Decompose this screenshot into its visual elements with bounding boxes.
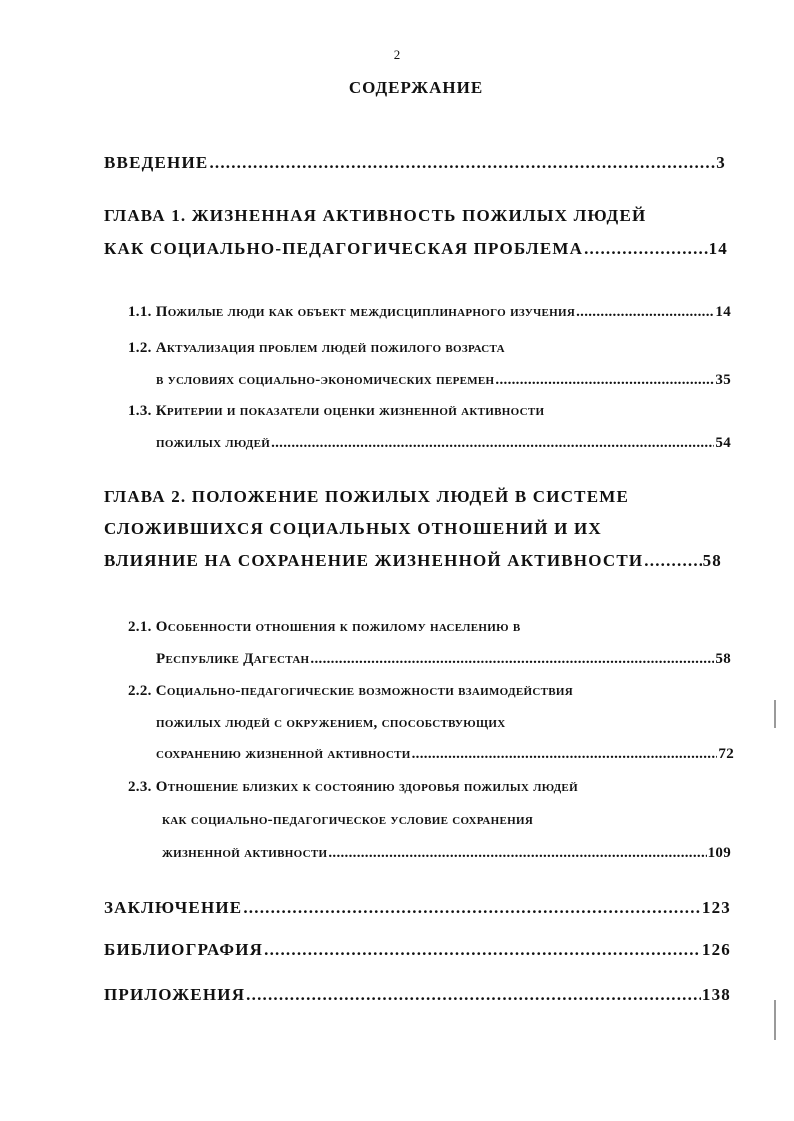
toc-entry-label: 1.2. Актуализация проблем людей пожилого возраста bbox=[128, 340, 505, 356]
toc-entry-1-1[interactable] bbox=[128, 304, 731, 321]
page-title: СОДЕРЖАНИЕ bbox=[348, 78, 484, 97]
toc-entry-intro[interactable] bbox=[104, 153, 726, 173]
toc-entry-label: 2.3. Отношение близких к состоянию здоровья пожилых людей bbox=[128, 779, 578, 795]
toc-entry-2-2[interactable] bbox=[156, 746, 734, 763]
leader-dots bbox=[209, 153, 715, 173]
toc-entry-2-2-line1[interactable] bbox=[128, 683, 573, 700]
leader-dots bbox=[412, 746, 718, 763]
toc-entry-label: 2.1. Особенности отношения к пожилому населению в bbox=[128, 619, 521, 635]
toc-page-number: 14 bbox=[715, 304, 731, 320]
toc-entry-label: КАК СОЦИАЛЬНО-ПЕДАГОГИЧЕСКАЯ ПРОБЛЕМА bbox=[104, 239, 584, 258]
toc-entry-2-3-line2[interactable] bbox=[162, 812, 533, 829]
toc-entry-label: пожилых людей bbox=[156, 435, 271, 451]
leader-dots bbox=[246, 985, 701, 1005]
toc-entry-conclusion[interactable] bbox=[104, 898, 731, 918]
toc-entry-label: пожилых людей с окружением, способствующих bbox=[156, 715, 506, 731]
toc-entry-chapter2[interactable] bbox=[104, 551, 722, 571]
toc-page-number: 72 bbox=[718, 746, 734, 762]
leader-dots bbox=[271, 435, 714, 452]
toc-entry-label: БИБЛИОГРАФИЯ bbox=[104, 940, 264, 959]
toc-entry-2-1-line1[interactable] bbox=[128, 619, 521, 636]
toc-entry-2-1[interactable] bbox=[156, 651, 731, 668]
toc-page-number: 54 bbox=[715, 435, 731, 451]
toc-entry-label: сохранению жизненной активности bbox=[156, 746, 411, 762]
leader-dots bbox=[644, 551, 701, 571]
toc-page-number: 126 bbox=[701, 940, 731, 959]
page-number: 2 bbox=[393, 47, 401, 62]
toc-entry-1-2-line1[interactable] bbox=[128, 340, 505, 357]
toc-page-number: 3 bbox=[716, 153, 726, 172]
toc-entry-1-3-line1[interactable] bbox=[128, 403, 544, 420]
leader-dots bbox=[243, 898, 701, 918]
toc-entry-1-3[interactable] bbox=[156, 435, 731, 452]
toc-entry-label: ГЛАВА 1. ЖИЗНЕННАЯ АКТИВНОСТЬ ПОЖИЛЫХ ЛЮДЕЙ bbox=[104, 206, 647, 225]
leader-dots bbox=[584, 239, 707, 259]
toc-page-number: 123 bbox=[701, 898, 731, 917]
toc-page-number: 138 bbox=[701, 985, 731, 1004]
scan-edge-mark bbox=[774, 1000, 776, 1040]
toc-entry-label: 2.2. Социально-педагогические возможности взаимодействия bbox=[128, 683, 573, 699]
toc-page-number: 35 bbox=[715, 372, 731, 388]
toc-page-number: 58 bbox=[702, 551, 722, 570]
leader-dots bbox=[264, 940, 701, 960]
toc-page-number: 109 bbox=[707, 845, 731, 861]
leader-dots bbox=[310, 651, 714, 668]
leader-dots bbox=[495, 372, 714, 389]
toc-entry-2-3-line1[interactable] bbox=[128, 779, 578, 796]
toc-entry-1-2[interactable] bbox=[156, 372, 731, 389]
toc-entry-label: ВЛИЯНИЕ НА СОХРАНЕНИЕ ЖИЗНЕННОЙ АКТИВНОСТИ bbox=[104, 551, 644, 570]
toc-entry-2-2-line2[interactable] bbox=[156, 715, 505, 732]
toc-entry-label: Республике Дагестан bbox=[156, 651, 310, 667]
toc-entry-label: 1.1. Пожилые люди как объект междисциплинарного изучения bbox=[128, 304, 576, 320]
toc-entry-label: в условиях социально-экономических перемен bbox=[156, 372, 495, 388]
toc-entry-2-3[interactable] bbox=[162, 845, 731, 862]
toc-entry-label: ПРИЛОЖЕНИЯ bbox=[104, 985, 246, 1004]
leader-dots bbox=[328, 845, 706, 862]
toc-page-number: 58 bbox=[715, 651, 731, 667]
toc-chapter1-line1[interactable] bbox=[104, 206, 646, 226]
toc-entry-label: как социально-педагогическое условие сохранения bbox=[162, 812, 534, 828]
toc-entry-label: ЗАКЛЮЧЕНИЕ bbox=[104, 898, 243, 917]
toc-entry-label: 1.3. Критерии и показатели оценки жизненной активности bbox=[128, 403, 545, 419]
leader-dots bbox=[576, 304, 714, 321]
toc-chapter2-line2[interactable] bbox=[104, 519, 602, 539]
toc-chapter2-line1[interactable] bbox=[104, 487, 629, 507]
toc-entry-label: жизненной активности bbox=[162, 845, 328, 861]
toc-entry-chapter1[interactable] bbox=[104, 239, 728, 259]
scan-edge-mark bbox=[774, 700, 776, 728]
toc-entry-label: СЛОЖИВШИХСЯ СОЦИАЛЬНЫХ ОТНОШЕНИЙ И ИХ bbox=[104, 519, 602, 538]
toc-page-number: 14 bbox=[708, 239, 728, 258]
toc-entry-label: ГЛАВА 2. ПОЛОЖЕНИЕ ПОЖИЛЫХ ЛЮДЕЙ В СИСТЕМЕ bbox=[104, 487, 630, 506]
toc-entry-bibliography[interactable] bbox=[104, 940, 731, 960]
toc-entry-appendix[interactable] bbox=[104, 985, 731, 1005]
toc-entry-label: ВВЕДЕНИЕ bbox=[104, 153, 209, 172]
